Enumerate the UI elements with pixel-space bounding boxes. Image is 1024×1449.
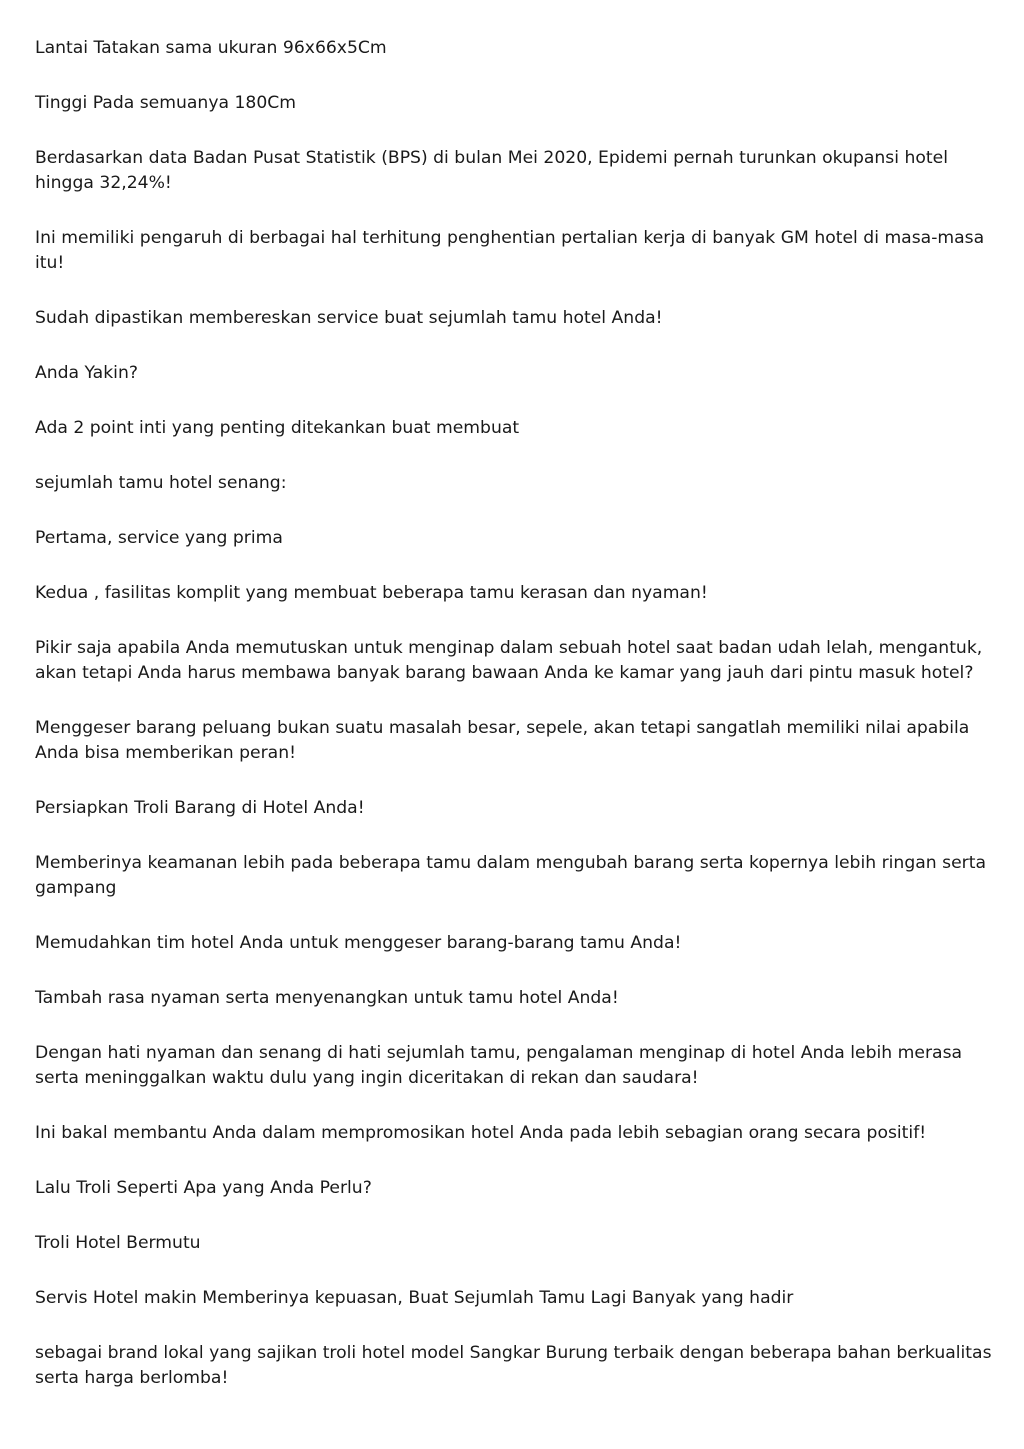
paragraph-22: sebagai brand lokal yang sajikan troli hotel model Sangkar Burung terbaik dengan beberapa bahan berkualitas serta harga berlomba! — [35, 1343, 992, 1388]
paragraph-9: Pertama, service yang prima — [35, 528, 283, 548]
paragraph-13: Persiapkan Troli Barang di Hotel Anda! — [35, 798, 365, 818]
paragraph-18: Ini bakal membantu Anda dalam mempromosikan hotel Anda pada lebih sebagian orang secara positif! — [35, 1123, 927, 1143]
paragraph-1: Lantai Tatakan sama ukuran 96x66x5Cm — [35, 38, 387, 58]
paragraph-16: Tambah rasa nyaman serta menyenangkan untuk tamu hotel Anda! — [35, 988, 619, 1008]
paragraph-21: Servis Hotel makin Memberinya kepuasan, Buat Sejumlah Tamu Lagi Banyak yang hadir — [35, 1288, 794, 1308]
paragraph-2: Tinggi Pada semuanya 180Cm — [35, 93, 297, 113]
paragraph-5: Sudah dipastikan membereskan service buat sejumlah tamu hotel Anda! — [35, 308, 663, 328]
paragraph-15: Memudahkan tim hotel Anda untuk menggeser barang-barang tamu Anda! — [35, 933, 682, 953]
paragraph-8: sejumlah tamu hotel senang: — [35, 473, 287, 493]
paragraph-20: Troli Hotel Bermutu — [35, 1233, 201, 1253]
paragraph-19: Lalu Troli Seperti Apa yang Anda Perlu? — [35, 1178, 372, 1198]
paragraph-11: Pikir saja apabila Anda memutuskan untuk menginap dalam sebuah hotel saat badan udah lelah, mengantuk, akan tetapi Anda harus membawa banyak barang bawaan Anda ke kamar yang jauh dari pintu masuk hotel? — [35, 638, 983, 683]
paragraph-3: Berdasarkan data Badan Pusat Statistik (BPS) di bulan Mei 2020, Epidemi pernah turunkan okupansi hotel hingga 32,24%! — [35, 148, 948, 193]
paragraph-7: Ada 2 point inti yang penting ditekankan buat membuat — [35, 418, 520, 438]
paragraph-10: Kedua , fasilitas komplit yang membuat beberapa tamu kerasan dan nyaman! — [35, 583, 708, 603]
paragraph-14: Memberinya keamanan lebih pada beberapa tamu dalam mengubah barang serta kopernya lebih ringan serta gampang — [35, 853, 986, 898]
paragraph-17: Dengan hati nyaman dan senang di hati sejumlah tamu, pengalaman menginap di hotel Anda lebih merasa serta meninggalkan waktu dulu yang ingin diceritakan di rekan dan saudara! — [35, 1043, 963, 1088]
paragraph-4: Ini memiliki pengaruh di berbagai hal terhitung penghentian pertalian kerja di banyak GM hotel di masa-masa itu! — [35, 228, 985, 273]
document-body — [35, 36, 995, 1421]
paragraph-12: Menggeser barang peluang bukan suatu masalah besar, sepele, akan tetapi sangatlah memiliki nilai apabila Anda bisa memberikan peran! — [35, 718, 970, 763]
paragraph-6: Anda Yakin? — [35, 363, 138, 383]
